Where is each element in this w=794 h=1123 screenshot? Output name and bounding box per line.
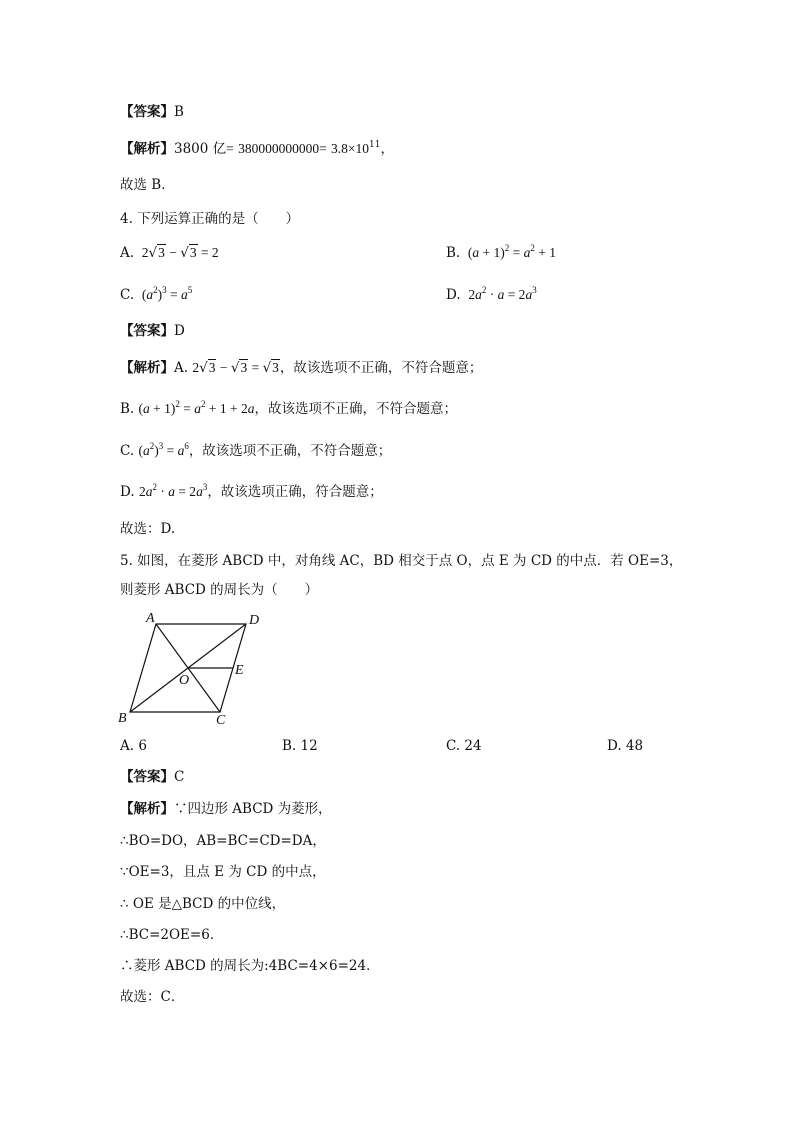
q5-step-1-text: ∵四边形 ABCD 为菱形， bbox=[174, 801, 332, 817]
q5-option-b: B. 12 bbox=[282, 738, 318, 754]
q4-option-c bbox=[120, 286, 192, 304]
q4-option-a bbox=[120, 244, 219, 262]
q5-answer-line bbox=[120, 768, 184, 786]
q5-analysis-tag: 【解析】 bbox=[120, 801, 174, 817]
q4-analysis-a bbox=[120, 359, 482, 377]
q3-answer-tag: 【答案】 bbox=[120, 104, 174, 120]
q4-analysis-d-comment: ，故该选项正确，符合题意； bbox=[207, 484, 383, 500]
q3-analysis-end: ， bbox=[380, 141, 394, 157]
q5-analysis-step-2: ∴BO=DO，AB=BC=CD=DA， bbox=[120, 833, 326, 849]
q4-answer-value: D bbox=[174, 323, 185, 339]
q4-option-a-formula: 2√3 − √3 = 2 bbox=[138, 245, 219, 261]
q3-analysis-value: 380000000000 bbox=[238, 141, 320, 156]
q3-answer-value: B bbox=[174, 104, 184, 120]
q3-conclusion: 故选 B． bbox=[120, 177, 175, 193]
label-o: O bbox=[179, 673, 190, 688]
q4-analysis-b-comment: ，故该选项不正确，不符合题意； bbox=[254, 401, 457, 417]
label-e: E bbox=[235, 663, 244, 678]
q4-analysis-a-comment: ，故该选项不正确，不符合题意； bbox=[279, 360, 483, 376]
q4-stem: 4. 下列运算正确的是（ ） bbox=[120, 211, 300, 227]
q4-option-b-label: B. bbox=[446, 245, 461, 261]
q5-option-d: D. 48 bbox=[607, 738, 644, 754]
q4-analysis-a-formula: 2√3 − √3 = √3 bbox=[192, 360, 279, 376]
q4-option-d-formula: $2a^2 \cdot a = 2a^3$ bbox=[464, 285, 537, 302]
q4-analysis-b-label: B. bbox=[120, 401, 135, 417]
label-a: A bbox=[146, 611, 155, 626]
q5-option-c: C. 24 bbox=[446, 738, 482, 754]
q5-analysis-step-4: ∴ OE 是△BCD 的中位线， bbox=[120, 896, 286, 912]
q4-analysis-d-label: D. bbox=[120, 484, 135, 500]
q5-analysis-step-3: ∵OE=3，且点 E 为 CD 的中点， bbox=[120, 864, 326, 880]
q5-answer-tag: 【答案】 bbox=[120, 769, 174, 785]
q5-stem-line2: 则菱形 ABCD 的周长为（ ） bbox=[120, 582, 319, 598]
rhombus-figure bbox=[112, 604, 272, 732]
q5-option-a: A. 6 bbox=[120, 738, 147, 754]
q4-conclusion: 故选：D. bbox=[120, 521, 176, 537]
label-b: B bbox=[118, 711, 127, 726]
q4-analysis-c-comment: ，故该选项不正确，不符合题意； bbox=[188, 443, 392, 459]
q3-analysis-tag: 【解析】 bbox=[120, 141, 174, 157]
q4-analysis-c-formula: $(a^2)^3 = a^6$ bbox=[138, 441, 189, 458]
q3-analysis-unit: 亿 bbox=[212, 141, 227, 157]
q4-analysis-tag: 【解析】 bbox=[120, 360, 174, 376]
q4-analysis-c-label: C. bbox=[120, 443, 135, 459]
q5-stem-line1: 5. 如图，在菱形 ABCD 中，对角线 AC，BD 相交于点 O，点 E 为 CD 的中点．若 OE=3， bbox=[120, 553, 683, 569]
q5-answer-value: C bbox=[174, 769, 185, 785]
q5-analysis-step-5: ∴BC=2OE=6． bbox=[120, 927, 224, 943]
q4-analysis-b-formula: $(a + 1)^2 = a^2 + 1 + 2a$ bbox=[138, 399, 255, 416]
q4-option-b-formula: $(a + 1)^2 = a^2 + 1$ bbox=[464, 243, 556, 260]
q3-analysis-exp: 11 bbox=[369, 140, 381, 150]
q5-analysis-step-1 bbox=[120, 800, 332, 818]
q3-analysis-num: 3800 bbox=[174, 141, 209, 157]
q4-option-c-label: C. bbox=[120, 287, 135, 303]
q4-analysis-a-label: A. bbox=[174, 360, 189, 376]
q4-option-c-formula: $(a^2)^3 = a^5$ bbox=[138, 285, 193, 302]
q4-option-a-label: A. bbox=[120, 245, 135, 261]
q3-answer-line bbox=[120, 103, 184, 121]
q4-answer-tag: 【答案】 bbox=[120, 323, 174, 339]
q3-analysis-sci: 3.8×10 bbox=[331, 141, 369, 156]
q4-answer-line bbox=[120, 322, 185, 340]
label-c: C bbox=[216, 713, 226, 728]
q4-option-b bbox=[446, 244, 556, 262]
q4-analysis-c bbox=[120, 442, 391, 460]
q4-option-d bbox=[446, 286, 537, 304]
q5-conclusion: 故选：C． bbox=[120, 989, 185, 1005]
label-d: D bbox=[249, 613, 260, 628]
q4-analysis-d-formula: $2a^2 \cdot a = 2a^3$ bbox=[138, 482, 208, 499]
q4-analysis-d bbox=[120, 483, 383, 501]
q4-analysis-b bbox=[120, 400, 457, 418]
q3-analysis-eq: = bbox=[226, 141, 234, 156]
q3-analysis-eq2: = bbox=[319, 141, 327, 156]
q3-analysis-line bbox=[120, 140, 394, 158]
q4-option-d-label: D. bbox=[446, 287, 461, 303]
q5-analysis-step-6: ∴菱形 ABCD 的周长为:4BC=4×6=24． bbox=[120, 958, 380, 974]
